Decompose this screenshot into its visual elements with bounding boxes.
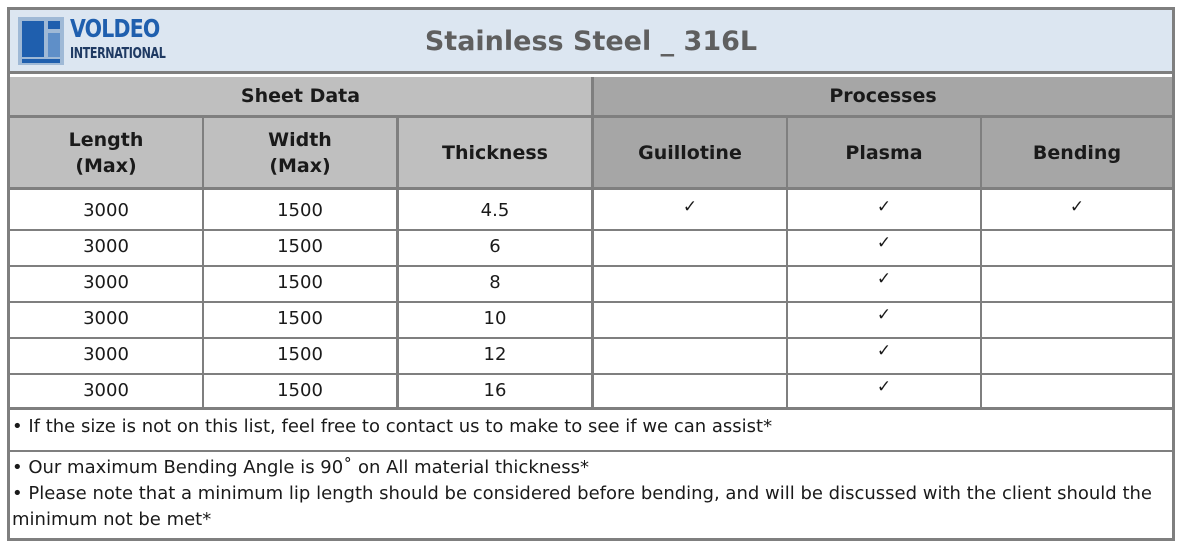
checkmark-icon: ✓ <box>682 197 698 217</box>
thickness-value: 16 <box>483 379 507 401</box>
thickness-value: 8 <box>489 271 501 293</box>
guillotine-cell <box>594 265 786 299</box>
width-value: 1500 <box>277 307 323 329</box>
bending-cell <box>982 373 1172 407</box>
column-header-length <box>10 118 202 190</box>
checkmark-icon: ✓ <box>876 269 892 289</box>
column-divider <box>786 118 788 407</box>
length-cell <box>10 229 202 263</box>
length-value: 3000 <box>83 235 129 257</box>
length-cell <box>10 337 202 371</box>
length-value: 3000 <box>83 379 129 401</box>
guillotine-cell <box>594 193 786 227</box>
thickness-cell <box>399 373 591 407</box>
checkmark-icon: ✓ <box>876 197 892 217</box>
length-value: 3000 <box>83 343 129 365</box>
checkmark-icon: ✓ <box>876 377 892 397</box>
group-header-sheet-data: Sheet Data <box>10 77 591 118</box>
thickness-value: 4.5 <box>480 199 510 221</box>
length-value: 3000 <box>83 271 129 293</box>
logo-subtitle: INTERNATIONAL <box>70 44 166 62</box>
thickness-value: 12 <box>483 343 507 365</box>
column-divider <box>396 118 399 407</box>
plasma-cell <box>788 301 980 335</box>
bending-cell <box>982 337 1172 371</box>
thickness-value: 6 <box>489 235 501 257</box>
width-value: 1500 <box>277 235 323 257</box>
column-header-bending: Bending <box>982 118 1172 190</box>
guillotine-cell <box>594 337 786 371</box>
thickness-cell <box>399 301 591 335</box>
column-divider <box>980 118 982 407</box>
plasma-cell <box>788 337 980 371</box>
guillotine-cell <box>594 301 786 335</box>
bending-cell <box>982 265 1172 299</box>
width-cell <box>204 193 396 227</box>
checkmark-icon: ✓ <box>876 305 892 325</box>
note-bending-angle: • Our maximum Bending Angle is 90˚ on All material thickness* <box>12 457 589 478</box>
plasma-cell <box>788 265 980 299</box>
plasma-cell <box>788 193 980 227</box>
checkmark-icon: ✓ <box>876 233 892 253</box>
width-cell <box>204 301 396 335</box>
bending-cell <box>982 301 1172 335</box>
column-header-width <box>204 118 396 190</box>
length-cell <box>10 193 202 227</box>
width-cell <box>204 373 396 407</box>
column-header-length-label: Length <box>68 128 144 151</box>
thickness-cell <box>399 337 591 371</box>
guillotine-cell <box>594 373 786 407</box>
spec-table <box>7 7 1175 541</box>
width-value: 1500 <box>277 199 323 221</box>
checkmark-icon: ✓ <box>1069 197 1085 217</box>
thickness-cell <box>399 193 591 227</box>
length-cell <box>10 373 202 407</box>
notes-divider <box>10 450 1172 452</box>
guillotine-cell <box>594 229 786 263</box>
bending-cell <box>982 193 1172 227</box>
width-value: 1500 <box>277 343 323 365</box>
plasma-cell <box>788 229 980 263</box>
width-cell <box>204 265 396 299</box>
length-value: 3000 <box>83 307 129 329</box>
width-value: 1500 <box>277 379 323 401</box>
column-header-thickness: Thickness <box>399 118 591 190</box>
note-lip-length: • Please note that a minimum lip length should be considered before bending, and will be discussed with the client should the minimum not be met* <box>12 483 1152 530</box>
logo-wordmark: VOLDEO <box>70 14 160 43</box>
thickness-value: 10 <box>483 307 507 329</box>
bending-cell <box>982 229 1172 263</box>
page-title: Stainless Steel _ 316L <box>424 26 758 57</box>
column-divider <box>202 118 204 407</box>
width-value: 1500 <box>277 271 323 293</box>
thickness-cell <box>399 229 591 263</box>
thickness-cell <box>399 265 591 299</box>
column-header-guillotine: Guillotine <box>594 118 786 190</box>
width-cell <box>204 229 396 263</box>
column-header-plasma: Plasma <box>788 118 980 190</box>
length-cell <box>10 301 202 335</box>
title-bar <box>10 10 1172 74</box>
length-value: 3000 <box>83 199 129 221</box>
notes-divider <box>10 407 1172 410</box>
group-divider <box>591 77 594 407</box>
column-header-length-unit: (Max) <box>75 154 137 177</box>
column-header-width-label: Width <box>268 128 332 151</box>
note-size-availability: • If the size is not on this list, feel free to contact us to make to see if we can assist* <box>12 416 773 437</box>
length-cell <box>10 265 202 299</box>
checkmark-icon: ✓ <box>876 341 892 361</box>
plasma-cell <box>788 373 980 407</box>
group-header-processes: Processes <box>594 77 1172 118</box>
column-header-width-unit: (Max) <box>269 154 331 177</box>
width-cell <box>204 337 396 371</box>
